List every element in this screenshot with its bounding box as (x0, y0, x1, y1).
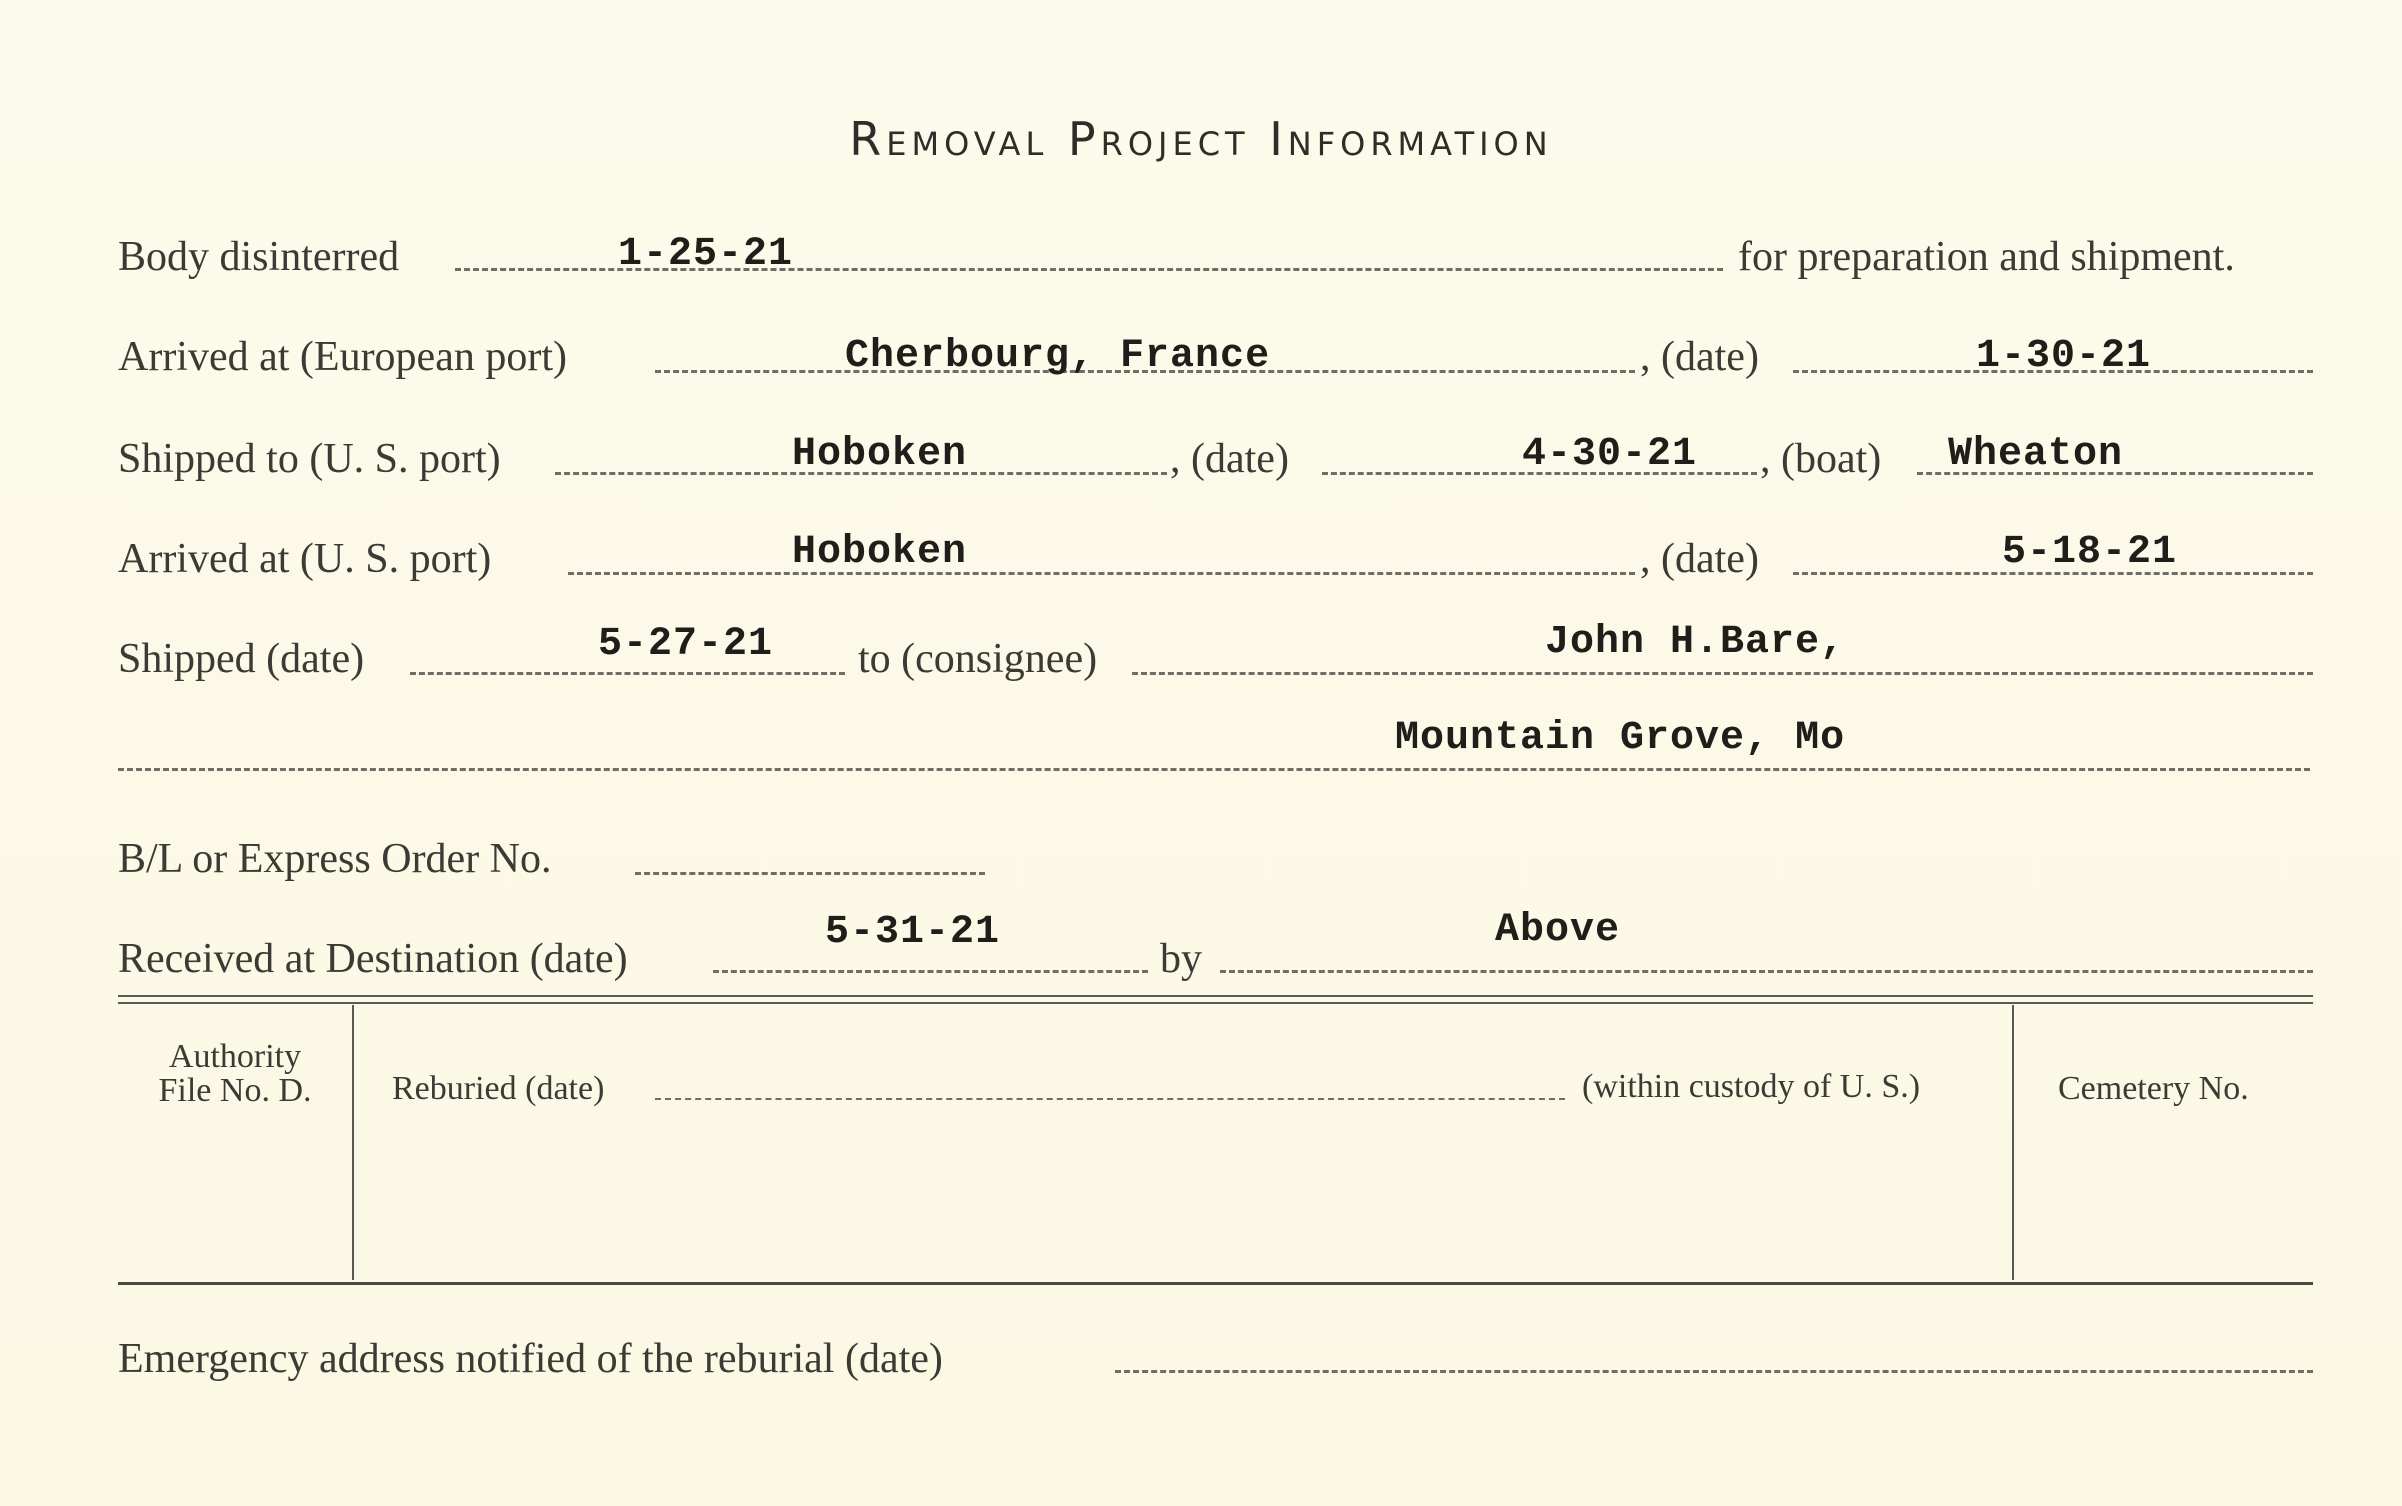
body-disinterred-label: Body disinterred (118, 234, 400, 280)
boat-value: Wheaton (1948, 432, 2124, 477)
section-rule-bottom (118, 1002, 2313, 1004)
consignee-address-line (118, 768, 2310, 771)
by-line (1220, 970, 2313, 973)
shipped-date-label: Shipped (date) (118, 636, 365, 682)
consignee-label: to (consignee) (858, 636, 1098, 682)
shipped-date-value: 5-27-21 (598, 622, 774, 667)
arrived-eu-date: 1-30-21 (1976, 334, 2152, 379)
authority-divider (352, 1005, 354, 1280)
cemetery-divider (2012, 1005, 2014, 1280)
shipped-us-value: Hoboken (792, 432, 968, 477)
shipped-us-label: Shipped to (U. S. port) (118, 436, 501, 482)
received-label: Received at Destination (date) (118, 936, 628, 982)
consignee-value: John H.Bare, (1545, 620, 1846, 665)
arrived-us-date: 5-18-21 (2002, 530, 2178, 575)
arrived-eu-date-label: , (date) (1640, 334, 1759, 380)
arrived-us-label: Arrived at (U. S. port) (118, 536, 492, 582)
bl-label: B/L or Express Order No. (118, 836, 552, 882)
boat-label: , (boat) (1760, 436, 1882, 482)
by-value: Above (1495, 908, 1621, 953)
shipped-us-date-label: , (date) (1170, 436, 1289, 482)
consignee-address: Mountain Grove, Mo (1395, 716, 1846, 761)
reburied-label: Reburied (date) (392, 1070, 605, 1107)
consignee-line (1132, 672, 2313, 675)
emergency-line (1115, 1370, 2313, 1373)
lower-box-rule (118, 1282, 2313, 1285)
received-line (713, 970, 1148, 973)
prep-shipment-label: for preparation and shipment. (1738, 234, 2235, 280)
custody-label: (within custody of U. S.) (1582, 1068, 1921, 1105)
shipped-us-date: 4-30-21 (1522, 432, 1698, 477)
bl-line (635, 872, 985, 875)
by-label: by (1160, 936, 1202, 982)
shipped-date-line (410, 672, 845, 675)
reburied-line (655, 1098, 1565, 1100)
arrived-eu-value: Cherbourg, France (845, 334, 1271, 379)
body-disinterred-value: 1-25-21 (618, 232, 794, 277)
section-rule-top (118, 995, 2313, 997)
emergency-label: Emergency address notified of the reburial (date) (118, 1336, 943, 1382)
cemetery-label: Cemetery No. (2058, 1070, 2249, 1107)
authority-label-2: File No. D. (158, 1072, 312, 1109)
form-title: Removal Project Information (849, 112, 1553, 166)
authority-label-1: Authority (168, 1038, 302, 1075)
received-value: 5-31-21 (825, 910, 1001, 955)
arrived-us-line (568, 572, 1635, 575)
arrived-us-value: Hoboken (792, 530, 968, 575)
arrived-us-date-label: , (date) (1640, 536, 1759, 582)
arrived-eu-label: Arrived at (European port) (118, 334, 567, 380)
